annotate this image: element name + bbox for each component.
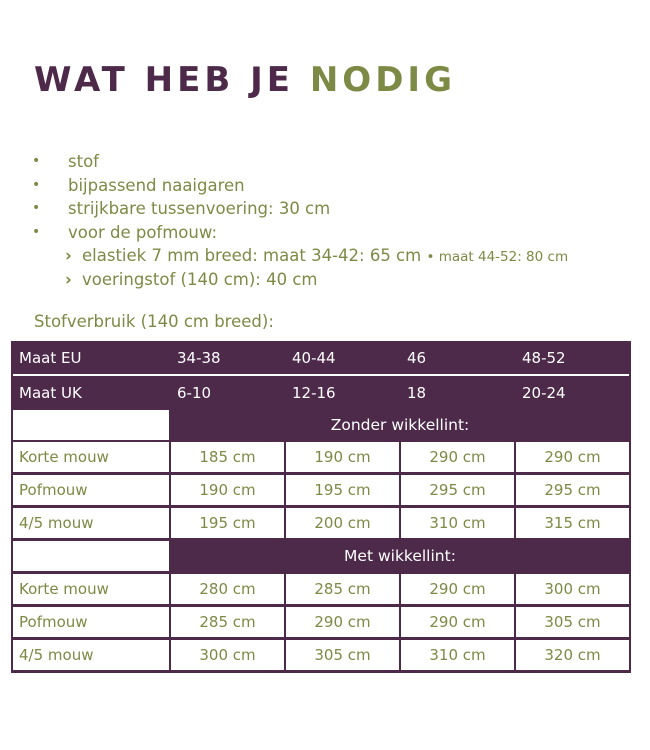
table-cell: 295 cm <box>516 475 629 505</box>
eu-size-cell: 46 <box>407 349 427 367</box>
table-cell: 195 cm <box>286 475 399 505</box>
page-title <box>34 58 456 102</box>
table-cell: 290 cm <box>401 442 514 472</box>
table-cell: 290 cm <box>401 574 514 604</box>
list-item-label: strijkbare tussenvoering: 30 cm <box>68 199 331 218</box>
empty-cell <box>13 541 169 571</box>
chevron-right-icon: › <box>65 246 72 265</box>
row-label: Korte mouw <box>13 574 169 604</box>
eu-size-cell: 48-52 <box>522 349 566 367</box>
sub-item-text <box>82 244 568 270</box>
eu-size-cell: 34-38 <box>177 349 221 367</box>
table-cell: 300 cm <box>516 574 629 604</box>
row-label: 4/5 mouw <box>13 640 169 670</box>
eu-size-cell: 40-44 <box>292 349 336 367</box>
table-cell: 195 cm <box>171 508 284 538</box>
table-cell: 290 cm <box>401 607 514 637</box>
row-label: Pofmouw <box>13 475 169 505</box>
table-cell: 310 cm <box>401 508 514 538</box>
uk-size-cell: 6-10 <box>177 384 212 402</box>
row-label: 4/5 mouw <box>13 508 169 538</box>
list-item-label: voor de pofmouw: <box>68 222 218 242</box>
table-cell: 185 cm <box>171 442 284 472</box>
lining-text: voeringstof (140 cm): 40 cm <box>82 269 318 289</box>
uk-size-cell: 18 <box>407 384 427 402</box>
row-label: Pofmouw <box>13 607 169 637</box>
table-cell: 285 cm <box>171 607 284 637</box>
list-item-label: stof <box>68 152 99 171</box>
uk-size-cell: 20-24 <box>522 384 566 402</box>
table-cell: 320 cm <box>516 640 629 670</box>
bullet-icon: • <box>32 153 41 169</box>
section-without-ribbon: Zonder wikkellint: <box>330 416 470 434</box>
uk-size-cell: 12-16 <box>292 384 336 402</box>
list-item-label: bijpassend naaigaren <box>68 175 245 195</box>
table-cell: 190 cm <box>286 442 399 472</box>
row-label: Korte mouw <box>13 442 169 472</box>
table-cell: 305 cm <box>516 607 629 637</box>
title-part-1: WAT HEB JE <box>34 60 294 100</box>
table-cell: 290 cm <box>286 607 399 637</box>
table-cell: 315 cm <box>516 508 629 538</box>
bullet-icon: • <box>32 200 41 216</box>
table-cell: 310 cm <box>401 640 514 670</box>
fabric-usage-caption: Stofverbruik (140 cm breed): <box>34 312 274 331</box>
chevron-right-icon: › <box>65 269 72 289</box>
title-part-2: NODIG <box>309 60 456 100</box>
uk-size-label: Maat UK <box>19 384 82 402</box>
table-cell: 295 cm <box>401 475 514 505</box>
table-cell: 190 cm <box>171 475 284 505</box>
size-table <box>11 341 631 673</box>
bullet-icon: • <box>32 223 41 240</box>
section-with-ribbon: Met wikkellint: <box>344 547 456 565</box>
table-cell: 280 cm <box>171 574 284 604</box>
empty-cell <box>13 410 169 440</box>
table-cell: 290 cm <box>516 442 629 472</box>
elastic-main-text: elastiek 7 mm breed: maat 34-42: 65 cm <box>82 246 422 265</box>
eu-size-label: Maat EU <box>19 349 82 367</box>
table-cell: 200 cm <box>286 508 399 538</box>
bullet-icon: • <box>32 176 41 193</box>
table-cell: 300 cm <box>171 640 284 670</box>
table-cell: 285 cm <box>286 574 399 604</box>
table-cell: 305 cm <box>286 640 399 670</box>
elastic-extra-text: • maat 44-52: 80 cm <box>426 249 569 265</box>
